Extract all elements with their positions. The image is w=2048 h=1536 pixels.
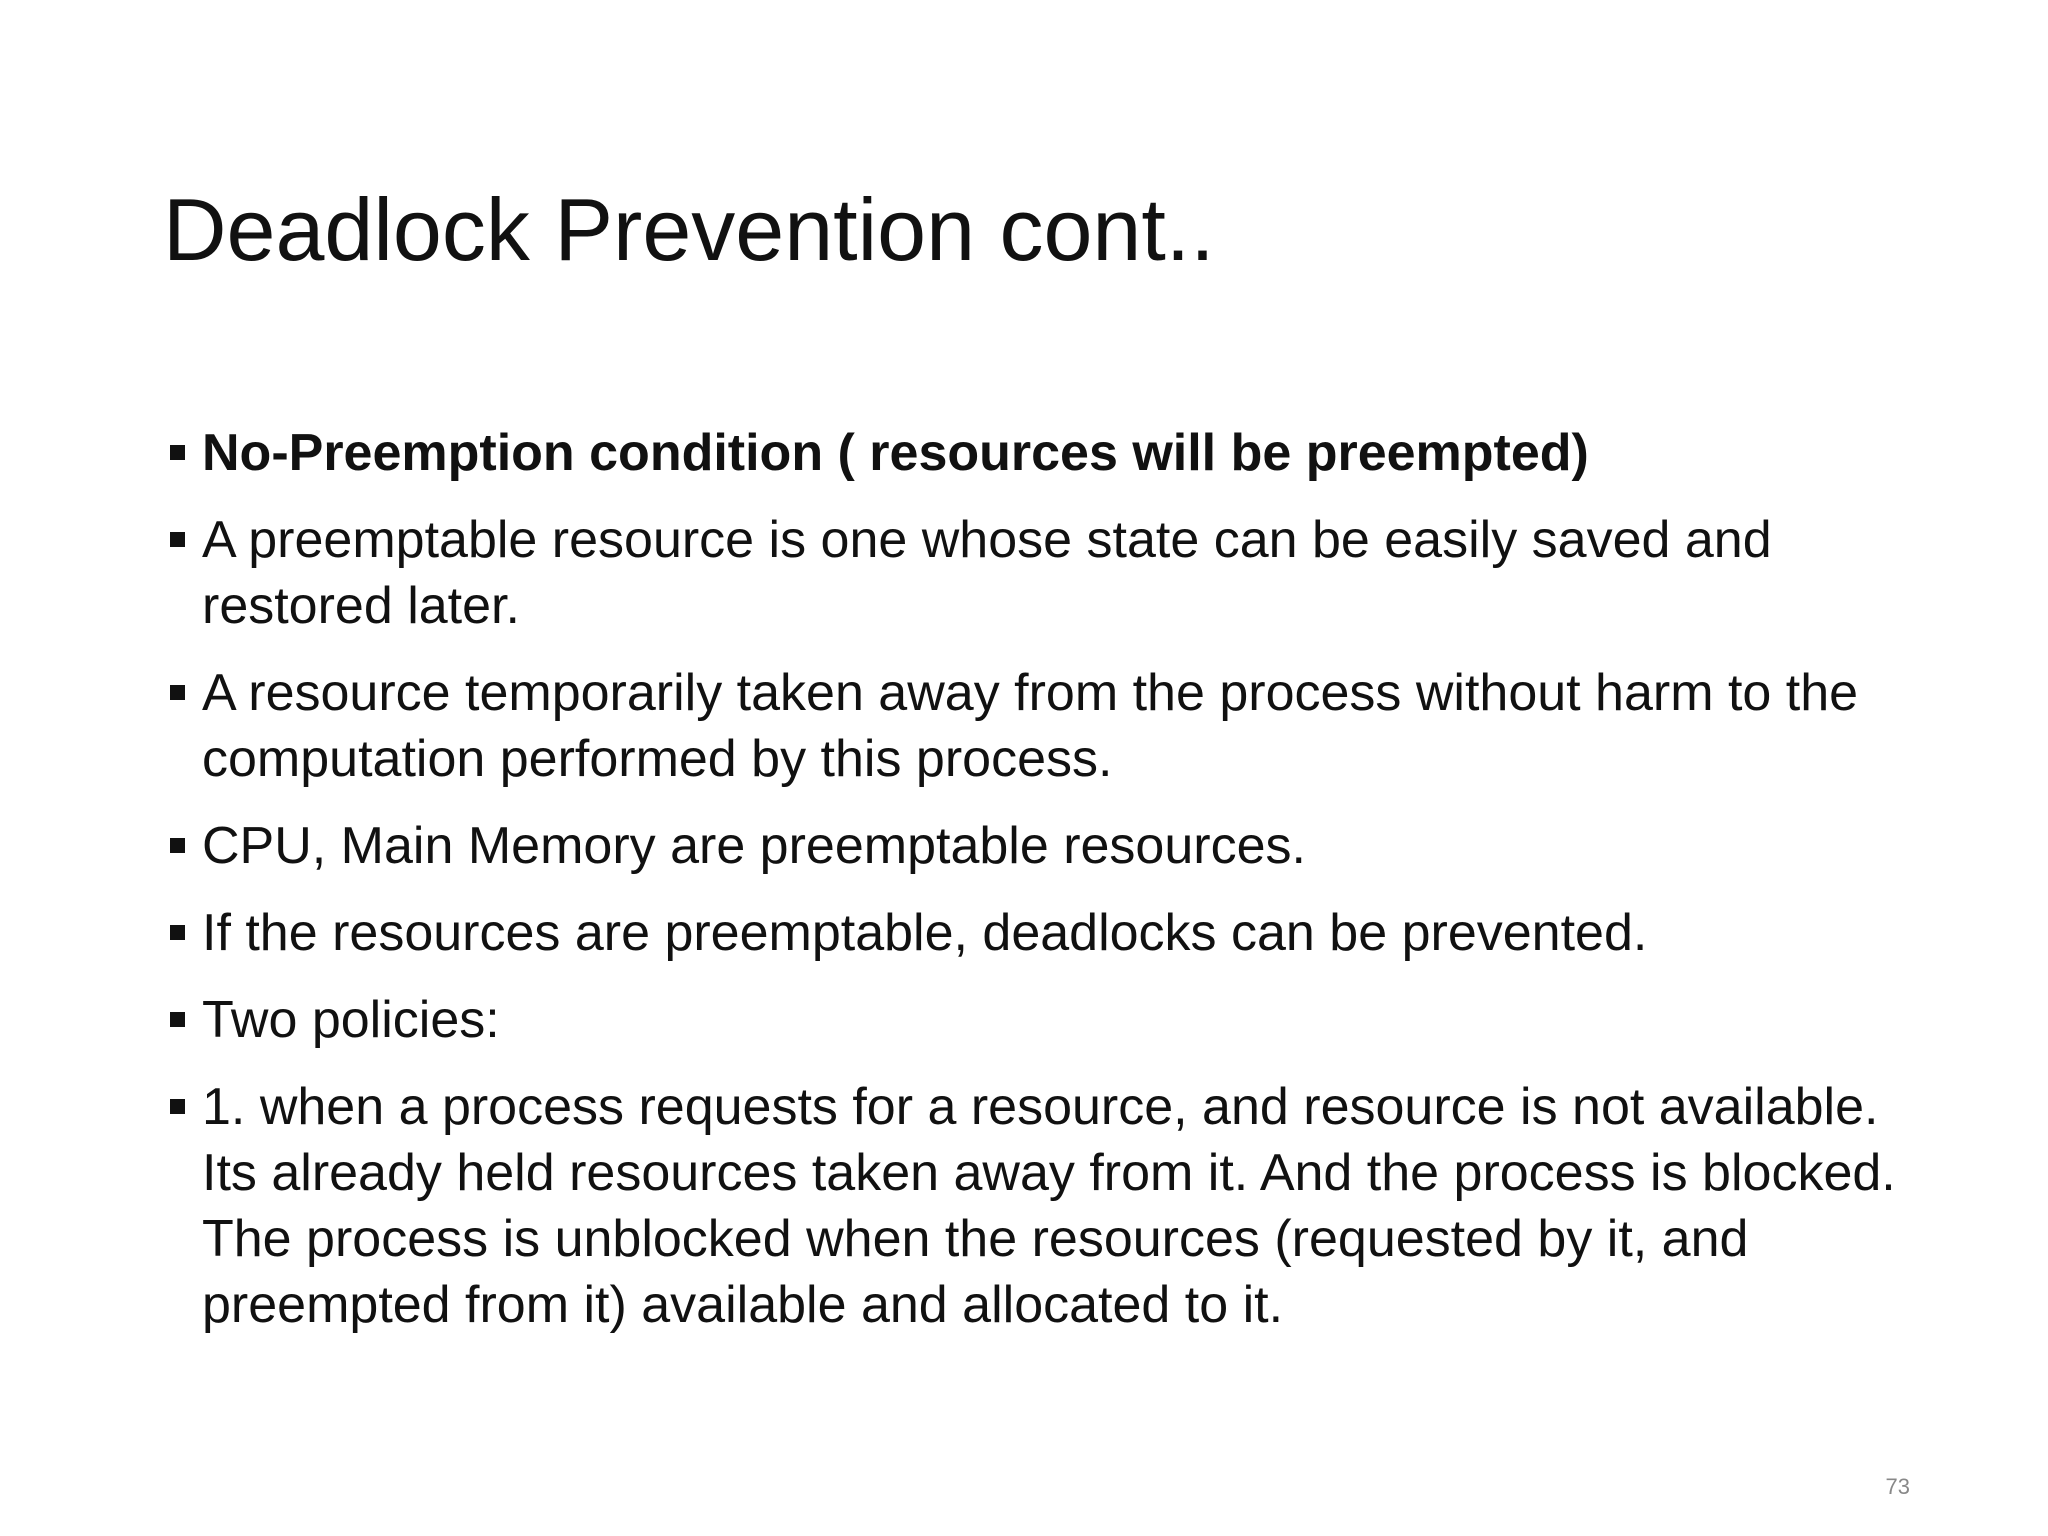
square-bullet-icon: [170, 532, 185, 547]
square-bullet-icon: [170, 445, 185, 460]
bullet-text: A preemptable resource is one whose state can be easily saved and restored later.: [202, 511, 1772, 635]
square-bullet-icon: [170, 838, 185, 853]
bullet-text: If the resources are preemptable, deadlocks can be prevented.: [202, 904, 1648, 962]
square-bullet-icon: [170, 925, 185, 940]
slide-title: Deadlock Prevention cont..: [163, 180, 1215, 279]
bullet-item: [168, 507, 1928, 639]
bullet-text: CPU, Main Memory are preemptable resources.: [202, 817, 1306, 875]
bullet-text: Two policies:: [202, 991, 500, 1049]
bullet-item: [168, 660, 1928, 792]
bullet-item: [168, 1074, 1928, 1338]
bullet-item: [168, 987, 1928, 1053]
bullet-item: [168, 900, 1928, 966]
bullet-text: No-Preemption condition ( resources will be preempted): [202, 424, 1589, 482]
square-bullet-icon: [170, 685, 185, 700]
bullet-text: A resource temporarily taken away from the process without harm to the computation performed by this process.: [202, 664, 1859, 788]
bullet-list: [168, 420, 1928, 1359]
bullet-text: 1. when a process requests for a resource, and resource is not available. Its already held resources taken away from it. And the process is blocked. The process is unblocked when the resources (requested by it, and preempted from it) available and allocated to it.: [202, 1078, 1896, 1334]
page-number: 73: [1885, 1474, 1910, 1499]
square-bullet-icon: [170, 1099, 185, 1114]
square-bullet-icon: [170, 1012, 185, 1027]
bullet-item: [168, 420, 1928, 486]
bullet-item: [168, 813, 1928, 879]
